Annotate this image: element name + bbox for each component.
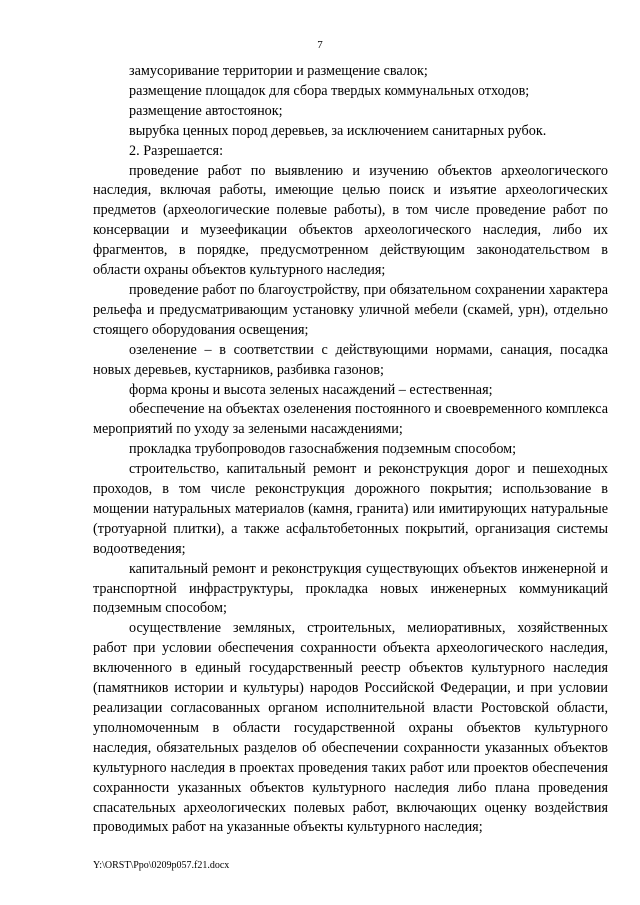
paragraph-landscaping: проведение работ по благоустройству, при обязательном сохранении характера рельефа и предусматривающим установку уличной мебели (скамей, урн), отдельно стоящего оборудования освещения; <box>93 281 608 338</box>
paragraph-roads: строительство, капитальный ремонт и реконструкция дорог и пешеходных проходов, в том числе реконструкция дорожного покрытия; использование в мощении натуральных материалов (камня, гранита) или имитирующих натуральные (тротуарной плитки), а также асфальтобетонных покрытий, организация системы водоотведения; <box>93 461 608 557</box>
paragraph-waste-sites: размещение площадок для сбора твердых коммунальных отходов; <box>129 82 530 99</box>
paragraph-green-care: обеспечение на объектах озеленения постоянного и своевременного комплекса мероприятий по уходу за зелеными насаждениями; <box>93 401 608 438</box>
page-number: 7 <box>317 39 323 51</box>
footer-file-path: Y:\ORST\Ppo\0209p057.f21.docx <box>93 860 230 871</box>
paragraph-earthworks: осуществление земляных, строительных, мелиоративных, хозяйственных работ при условии обеспечения сохранности объекта археологического наследия, включенного в единый государственный реестр объектов культурного наследия (памятников истории и культуры) народов Российской Федерации, и при условии реализации согласованных органом исполнительной власти Ростовской области, уполномоченным в области государственной охраны объектов культурного наследия, обязательных разделов об обеспечении сохранности указанных объектов культурного наследия в проектах проведения таких работ или проектов обеспечения сохранности указанных объектов культурного наследия либо плана проведения спасательных археологических полевых работ, включающих оценку воздействия проводимых работ на указанные объекты культурного наследия; <box>93 620 608 836</box>
paragraph-greening: озеленение – в соответствии с действующими нормами, санация, посадка новых деревьев, кустарников, разбивка газонов; <box>93 341 608 378</box>
paragraph-archaeological-works: проведение работ по выявлению и изучению объектов археологического наследия, включая работы, имеющие целью поиск и изъятие археологических предметов (археологические полевые работы), в том числе проведение работ по консервации и музеефикации объектов археологического наследия, либо их фрагментов, в порядке, предусмотренном действующим законодательством в области охраны объектов культурного наследия; <box>93 162 608 279</box>
paragraph-infrastructure: капитальный ремонт и реконструкция существующих объектов инженерной и транспортной инфраструктуры, прокладка новых инженерных коммуникаций подземным способом; <box>93 560 608 617</box>
paragraph-gas-pipelines: прокладка трубопроводов газоснабжения подземным способом; <box>129 441 517 458</box>
section-heading-permitted: 2. Разрешается: <box>129 142 224 159</box>
paragraph-crown-shape: форма кроны и высота зеленых насаждений – естественная; <box>129 381 493 398</box>
paragraph-tree-felling: вырубка ценных пород деревьев, за исключением санитарных рубок. <box>129 122 547 139</box>
paragraph-littering: замусоривание территории и размещение свалок; <box>129 63 428 79</box>
document-body <box>93 62 608 838</box>
paragraph-parking: размещение автостоянок; <box>129 102 283 119</box>
